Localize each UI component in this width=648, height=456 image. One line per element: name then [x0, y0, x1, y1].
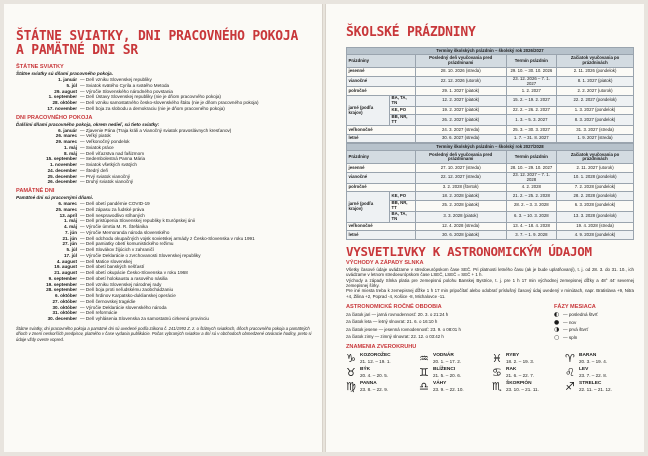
cell-last-day: 28. 10. 2026 (streda) [415, 68, 506, 77]
holiday-name: — Deň obetí banských nešťastí [80, 264, 145, 270]
memorial-days-heading: PAMÄTNÉ DNI [16, 188, 55, 194]
table-row [347, 76, 634, 87]
moon-phase-label: — posledná štvrť [563, 312, 598, 318]
holiday-name: — Veľkonočný pondelok [80, 139, 130, 144]
row-name: polročné [347, 183, 416, 192]
cell-last-day: 29. 1. 2027 (piatok) [415, 87, 506, 96]
zodiac-text [579, 367, 607, 378]
cell-last-day: 30. 6. 2028 (piatok) [415, 231, 506, 240]
table-title: Termíny školských prázdnin – školský rok 2026/2027 [347, 48, 634, 55]
cell-last-day: 24. 3. 2027 (streda) [415, 126, 506, 135]
cell-start: 8. 1. 2027 (piatok) [557, 76, 634, 87]
holiday-date: 30. december [47, 316, 77, 321]
cell-start: 31. 3. 2027 (streda) [557, 126, 634, 135]
holiday-name: — Veľký piatok [80, 133, 111, 139]
row-name: vianočné [347, 76, 416, 87]
zodiac-sign-icon: ♓ [492, 352, 502, 366]
holidays-table-2026 [346, 47, 634, 143]
school-holidays-title: ŠKOLSKÉ PRÁZDNINY [346, 25, 476, 40]
cell-last-day: 19. 2. 2027 (piatok) [415, 106, 506, 115]
cell-start: 6. 3. 2028 (pondelok) [557, 201, 634, 212]
holiday-name: — Sviatok všetkých svätých [80, 162, 137, 167]
astro-title: VYSVETLIVKY K ASTRONOMICKÝM ÚDAJOM [346, 243, 592, 259]
holiday-name: — Deň Slovákov žijúcich v zahraničí [80, 247, 155, 252]
holiday-date: 27. jún [62, 241, 77, 247]
right-page [326, 4, 644, 452]
zodiac-name: PANNA [360, 381, 377, 387]
table-row [347, 134, 634, 143]
zodiac-item [565, 381, 634, 392]
zodiac-text [433, 353, 461, 364]
column-header-term: Termín prázdnin [506, 55, 557, 68]
rest-days-list [16, 128, 312, 186]
holiday-date: 21. august [54, 270, 77, 275]
holiday-date: 21. jún [62, 235, 77, 241]
zodiac-text [506, 381, 539, 392]
footnote: Štátne sviatky, dni pracovného pokoja a pamätné dni sú uvedené podľa zákona č. 241/1993 Z. z. o štátnych sviatkoch, dňoch pracovného pokoja a pamätných dňoch v znení neskorších predpisov, platného v čase vydania publikácie. Počas vybraných sviatkov a dní sú v obchodoch obmedzené otváracie hodiny, preto si údaje vždy overte vopred. [16, 325, 312, 342]
holiday-date: 4. máj [63, 224, 77, 229]
zodiac-dates: 23. 9. – 22. 10. [433, 386, 464, 392]
column-header-term: Termín prázdnin [506, 151, 557, 164]
holiday-date: 8. máj [63, 150, 77, 156]
zodiac-name: STRELEC [579, 381, 602, 387]
holiday-date: 6. január [58, 127, 77, 133]
zodiac-name: BÝK [360, 367, 371, 373]
table-row [347, 126, 634, 135]
seasons-block [346, 301, 544, 341]
zodiac-item [492, 367, 561, 378]
zodiac-name: VÁHY [433, 381, 447, 387]
holiday-date: 19. september [46, 281, 77, 287]
holiday-date: 1. január [58, 77, 77, 82]
moon-phase-label: — nov [563, 319, 577, 325]
table-row [347, 222, 634, 231]
holiday-name: — Deň odchodu okupačných vojsk sovietskej armády z Česko-Slovenska v roku 1991 [80, 235, 255, 241]
table-row [347, 192, 634, 201]
cell-last-day: 30. 6. 2027 (streda) [415, 134, 506, 143]
holiday-date: 25. december [47, 173, 77, 179]
cell-term: 13. 4. – 18. 4. 2028 [506, 222, 557, 231]
seasons-list [346, 311, 544, 340]
row-region: KE, PO [390, 106, 416, 115]
holiday-name: — Deň obetí pandémie COVID-19 [80, 201, 150, 206]
zodiac-item [346, 353, 415, 364]
holiday-name: — Deň víťazstva nad fašizmom [80, 150, 145, 156]
holiday-name: — Deň Matice slovenskej [80, 258, 132, 264]
cell-last-day: 26. 2. 2027 (piatok) [415, 115, 506, 126]
moon-phase-item [554, 311, 634, 319]
zodiac-item [346, 367, 415, 378]
holiday-date: 17. november [47, 105, 77, 111]
holiday-name: — Deň obetí holokaustu a rasového násilia [80, 275, 168, 281]
zodiac-name: VODNÁR [433, 353, 454, 359]
cell-term: 21. 2. – 25. 2. 2028 [506, 192, 557, 201]
table-row [347, 183, 634, 192]
zodiac-dates: 21. 6. – 22. 7. [506, 372, 535, 378]
row-name: vianočné [347, 173, 416, 184]
table-row [347, 164, 634, 173]
holiday-date: 6. október [55, 293, 77, 298]
table-row [347, 68, 634, 77]
holiday-row [16, 106, 312, 112]
holiday-date: 4. august [56, 258, 77, 264]
cell-start: 22. 2. 2027 (pondelok) [557, 96, 634, 107]
cell-term: 3. 7. – 1. 9. 2028 [506, 231, 557, 240]
row-region: BA, TA, TN [390, 211, 416, 222]
row-name: jarné (podľa krajov) [347, 192, 390, 222]
zodiac-dates: 20. 3. – 19. 4. [579, 358, 608, 364]
cell-last-day: 22. 12. 2026 (utorok) [415, 76, 506, 87]
state-holidays-heading: ŠTÁTNE SVIATKY [16, 64, 64, 70]
row-name: jesenné [347, 164, 416, 173]
sun-explanation [346, 267, 634, 299]
holiday-date: 5. júl [66, 247, 77, 252]
row-name: letné [347, 231, 416, 240]
sun-paragraph: Východy a západy Slnka platia pre zemepisnú polohu Banskej Bystrice, t. j. pre 1 h 17 min východnej zemepisnej dĺžky a 48° 44′ severnej zemepisnej šírky. [346, 277, 634, 289]
cell-term: 22. 2. – 26. 2. 2027 [506, 106, 557, 115]
rest-days-heading: DNI PRACOVNÉHO POKOJA [16, 114, 93, 121]
cell-term: 23. 12. 2027 – 7. 1. 2028 [506, 173, 557, 184]
zodiac-sign-icon: ♎ [419, 380, 429, 394]
cell-start: 2. 11. 2027 (utorok) [557, 164, 634, 173]
zodiac-item [492, 353, 561, 364]
holiday-date: 7. jún [65, 229, 77, 235]
zodiac-dates: 22. 11. – 21. 12. [579, 386, 612, 392]
holiday-name: — Sedembolestná Panna Mária [80, 156, 146, 162]
holiday-row [16, 316, 312, 322]
zodiac-sign-icon: ♌ [565, 366, 575, 380]
left-page-content [16, 30, 312, 342]
holiday-name: — Výročie Slovenského národného povstania [80, 88, 173, 94]
cell-term: 6. 3. – 10. 3. 2028 [506, 211, 557, 222]
table-row [347, 231, 634, 240]
zodiac-name: RYBY [506, 353, 520, 359]
cell-last-day: 12. 4. 2028 (streda) [415, 222, 506, 231]
moon-phase-icon: ◐ [554, 311, 560, 319]
holiday-date: 24. december [47, 167, 77, 173]
zodiac-name: KOZOROŽEC [360, 353, 391, 359]
zodiac-name: BARAN [579, 353, 597, 359]
holiday-date: 28. október [52, 100, 77, 105]
moon-phase-icon: ○ [554, 333, 560, 341]
holiday-date: 26. marec [55, 133, 77, 139]
moon-block [554, 301, 634, 341]
holiday-name: — Deň vzniku samostatného česko-slovenského štátu (nie je dňom pracovného pokoja) [80, 100, 259, 105]
zodiac-sign-icon: ♏ [492, 380, 502, 394]
table-row [347, 96, 634, 107]
zodiac-item [419, 353, 488, 364]
holiday-date: 31. október [52, 310, 77, 316]
cell-last-day: 18. 2. 2028 (piatok) [415, 192, 506, 201]
cell-term: 1. 2. 2027 [506, 87, 557, 96]
row-name: polročné [347, 87, 416, 96]
season-item: za čiatok jesene — jesenná rovnodennosť: 23. 9. o 08:01 h [346, 326, 461, 332]
holiday-date: 1. máj [63, 144, 77, 150]
moon-phase-item [554, 334, 634, 342]
cell-last-day: 22. 12. 2027 (streda) [415, 173, 506, 184]
zodiac-sign-icon: ♉ [346, 366, 356, 380]
holiday-name: — Deň vyhlásenia Slovenska za samostatnú cirkevnú provinciu [80, 316, 209, 321]
holiday-date: 17. júl [63, 252, 77, 258]
zodiac-item [346, 381, 415, 392]
row-name: letné [347, 134, 416, 143]
zodiac-grid [346, 353, 634, 392]
season-item: za čiatok jari — jarná rovnodennosť: 20. 3. o 21:24 h [346, 312, 449, 318]
zodiac-sign-icon: ♒ [419, 352, 429, 366]
zodiac-text [360, 353, 391, 364]
cell-term: 1. 3. – 5. 3. 2027 [506, 115, 557, 126]
cell-term: 23. 12. 2026 – 7. 1. 2027 [506, 76, 557, 87]
cell-last-day: 25. 2. 2028 (piatok) [415, 201, 506, 212]
holiday-date: 27. október [52, 298, 77, 304]
row-name: jarné (podľa krajov) [347, 96, 390, 126]
row-region: BB, NR, TT [390, 201, 416, 212]
cell-term: 29. 10. – 30. 10. 2026 [506, 68, 557, 77]
holiday-date: 1. november [49, 162, 77, 167]
zodiac-item [492, 381, 561, 392]
column-header-last-day: Posledný deň vyučovania pred prázdninami [415, 55, 506, 68]
cell-start: 10. 1. 2028 (pondelok) [557, 173, 634, 184]
cell-start: 1. 3. 2027 (pondelok) [557, 106, 634, 115]
zodiac-dates: 21. 12. – 19. 1. [360, 358, 391, 364]
cell-term: 15. 2. – 19. 2. 2027 [506, 96, 557, 107]
holiday-name: — Deň nespravodlivo stíhaných [80, 212, 145, 218]
holiday-name: — Deň boja proti neľudskému zaobchádzaniu [80, 287, 174, 293]
zodiac-dates: 20. 4. – 20. 5. [360, 372, 389, 378]
state-holidays-subheading: Štátne sviatky sú dňami pracovného pokoja. [16, 71, 114, 76]
cell-last-day: 27. 10. 2027 (streda) [415, 164, 506, 173]
moon-phase-item [554, 326, 634, 334]
holiday-name: — Zjavenie Pána (Traja králi a Vianočný sviatok pravoslávnych kresťanov) [80, 127, 232, 133]
holiday-date: 29. august [54, 88, 77, 94]
column-header-region: Prázdniny [347, 55, 416, 68]
holiday-date: 5. júl [66, 82, 77, 88]
row-name: veľkonočné [347, 222, 416, 231]
cell-start: 2. 11. 2026 (pondelok) [557, 68, 634, 77]
holiday-name: — Sviatok svätého Cyrila a svätého Metoda [80, 82, 170, 88]
holiday-name: — Deň hrdinov Karpatsko-duklianskej operácie [80, 293, 176, 298]
zodiac-text [433, 381, 464, 392]
table-row [347, 173, 634, 184]
moon-phase-icon: ● [554, 318, 560, 326]
moon-phase-item [554, 319, 634, 327]
holiday-row [16, 179, 312, 185]
zodiac-dates: 20. 1. – 17. 2. [433, 358, 462, 364]
cell-start: 8. 3. 2027 (pondelok) [557, 115, 634, 126]
column-header-start: Začiatok vyučovania po prázdninách [557, 55, 634, 68]
table-row [347, 201, 634, 212]
zodiac-dates: 18. 2. – 19. 3. [506, 358, 535, 364]
cell-term: 25. 3. – 30. 3. 2027 [506, 126, 557, 135]
zodiac-sign-icon: ♈ [565, 352, 575, 366]
season-item: za čiatok zimy — zimný slnovrat: 22. 12. o 03:42 h [346, 333, 444, 339]
zodiac-sign-icon: ♊ [419, 366, 429, 380]
cell-start: 1. 9. 2027 (streda) [557, 134, 634, 143]
rest-days-subheading: Ďalšími dňami pracovného pokoja, okrem nedieľ, sú tieto sviatky: [16, 121, 160, 127]
holiday-name: — Štedrý deň [80, 167, 109, 173]
holiday-date: 19. august [54, 264, 77, 270]
cell-term: 28. 2. – 3. 3. 2028 [506, 201, 557, 212]
cell-start: 13. 3. 2028 (pondelok) [557, 211, 634, 222]
season-item: za čiatok leta — letný slnovrat: 21. 6. o 16:10 h [346, 319, 438, 325]
holiday-date: 1. máj [63, 218, 77, 224]
holiday-name: — Výročie úmrtia M. R. Štefánika [80, 224, 148, 229]
memorial-days-list [16, 201, 312, 322]
zodiac-dates: 23. 7. – 22. 8. [579, 372, 608, 378]
zodiac-text [579, 381, 612, 392]
table-row [347, 115, 634, 126]
column-header-last-day: Posledný deň vyučovania pred prázdninami [415, 151, 506, 164]
row-name: veľkonočné [347, 126, 416, 135]
cell-term: 28. 10. – 29. 10. 2027 [506, 164, 557, 173]
holiday-name: — Prvý sviatok vianočný [80, 173, 131, 179]
zodiac-sign-icon: ♐ [565, 380, 575, 394]
zodiac-text [506, 367, 534, 378]
cell-start: 2. 2. 2027 (utorok) [557, 87, 634, 96]
holiday-date: 30. október [52, 304, 77, 310]
holiday-name: — Deň obetí okupácie Česko-Slovenska v roku 1968 [80, 270, 188, 275]
zodiac-text [433, 367, 461, 378]
row-region: BA, TA, TN [390, 96, 416, 107]
cell-start: 4. 9. 2028 (pondelok) [557, 231, 634, 240]
holiday-date: 1. september [48, 94, 77, 100]
zodiac-name: LEV [579, 367, 589, 373]
column-header-region: Prázdniny [347, 151, 416, 164]
holiday-name: — Deň pristúpenia Slovenskej republiky k Európskej únii [80, 218, 195, 224]
zodiac-text [506, 353, 534, 364]
zodiac-dates: 21. 5. – 20. 6. [433, 372, 462, 378]
holiday-name: — Deň boja za slobodu a demokraciu (nie je dňom pracovného pokoja) [80, 105, 225, 111]
table-row [347, 211, 634, 222]
seasons-moon-row [346, 301, 634, 341]
zodiac-sign-icon: ♋ [492, 366, 502, 380]
holiday-date: 6. marec [58, 201, 77, 206]
cell-term: 4. 2. 2028 [506, 183, 557, 192]
moon-phases-list [554, 311, 634, 341]
holiday-name: — Výročie Memoranda národa slovenského [80, 229, 170, 235]
table-title: Termíny školských prázdnin – školský rok 2027/2028 [347, 144, 634, 151]
zodiac-dates: 23. 8. – 22. 9. [360, 386, 389, 392]
holiday-name: — Druhý sviatok vianočný [80, 179, 134, 185]
holiday-name: — Deň zápasu za ľudské práva [80, 206, 145, 212]
moon-heading: FÁZY MESIACA [554, 304, 596, 311]
holiday-date: 26. december [47, 179, 77, 185]
holiday-date: 28. september [46, 287, 77, 293]
holiday-name: — Deň Ústavy Slovenskej republiky (nie je dňom pracovného pokoja) [80, 94, 221, 100]
cell-start: 19. 4. 2028 (streda) [557, 222, 634, 231]
zodiac-text [579, 353, 607, 364]
zodiac-sign-icon: ♑ [346, 352, 356, 366]
holiday-name: — Sviatok práce [80, 144, 114, 150]
holiday-date: 15. september [46, 156, 77, 162]
row-name: jesenné [347, 68, 416, 77]
holiday-date: 13. apríl [59, 212, 77, 218]
holiday-name: — Deň reformácie [80, 310, 118, 316]
zodiac-sign-icon: ♍ [346, 380, 356, 394]
state-holidays-list [16, 77, 312, 112]
holiday-name: — Deň pamiatky obetí komunistického režimu [80, 241, 174, 247]
zodiac-name: ŠKORPIÓN [506, 381, 532, 387]
zodiac-item [565, 367, 634, 378]
zodiac-heading: ZNAMENIA ZVEROKRUHU [346, 344, 417, 351]
holiday-date: 9. september [48, 275, 77, 281]
cell-start: 28. 2. 2028 (pondelok) [557, 192, 634, 201]
moon-phase-label: — spln [563, 334, 578, 340]
column-header-start: Začiatok vyučovania po prázdninách [557, 151, 634, 164]
holiday-name: — Výročie Deklarácie slovenského národa [80, 304, 167, 310]
holiday-name: — Deň vzniku Slovenskej republiky [80, 77, 152, 82]
cell-term: 1. 7. – 31. 8. 2027 [506, 134, 557, 143]
holiday-name: — Deň černovskej tragédie [80, 298, 136, 304]
row-region: BB, NR, TT [390, 115, 416, 126]
row-region: KE, PO [390, 192, 416, 201]
table-row [347, 106, 634, 115]
moon-phase-icon: ◑ [554, 326, 560, 334]
page-title: ŠTÁTNE SVIATKY, DNI PRACOVNÉHO POKOJA [16, 29, 299, 44]
cell-start: 7. 2. 2028 (pondelok) [557, 183, 634, 192]
zodiac-item [419, 367, 488, 378]
sun-heading: VÝCHODY A ZÁPADY SLNKA [346, 259, 424, 266]
zodiac-text [360, 367, 388, 378]
cell-last-day: 3. 2. 2028 (štvrtok) [415, 183, 506, 192]
holiday-name: — Deň vzniku Slovenskej národnej rady [80, 281, 162, 287]
zodiac-item [565, 353, 634, 364]
right-page-content [346, 26, 634, 392]
left-page [4, 4, 322, 452]
cell-last-day: 12. 2. 2027 (piatok) [415, 96, 506, 107]
seasons-heading: ASTRONOMICKÉ ROČNÉ OBDOBIA [346, 304, 442, 311]
zodiac-name: BLÍŽENCI [433, 367, 456, 373]
holiday-date: 29. marec [55, 139, 77, 144]
holiday-date: 25. marec [55, 206, 77, 212]
memorial-days-subheading: Pamätné dni sú pracovnými dňami. [16, 195, 94, 200]
zodiac-item [419, 381, 488, 392]
table-row [347, 87, 634, 96]
page-title-line2: A PAMÄTNÉ DNI SR [16, 43, 139, 58]
holidays-table-2027 [346, 143, 634, 239]
moon-phase-label: — prvá štvrť [563, 327, 589, 333]
cell-last-day: 3. 3. 2028 (piatok) [415, 211, 506, 222]
zodiac-dates: 23. 10. – 21. 11. [506, 386, 539, 392]
zodiac-name: RAK [506, 367, 517, 373]
zodiac-text [360, 381, 388, 392]
sun-paragraph: Pre iné miesta treba k zemepisnej dĺžke 1 h 17 min pripočítať alebo odobrať príslušný časový údaj uvedený v minútach, napr. Bratislava +9, Nitra +4, Žilina +2, Poprad -4, Košice -8, Michalovce -11. [346, 288, 634, 299]
sun-paragraph: Všetky časové údaje uvádzame v stredoeurópskom čase SEČ. Pri platnosti letného času (ak je bude uplatňovaný), t. j. od 28. 3. do 31. 10., ich uvádzame v letnom stredoeurópskom čase LSEČ, LSEČ = SEČ + 1 h. [346, 266, 634, 278]
holiday-name: — Výročie Deklarácie o zvrchovanosti Slovenskej republiky [80, 252, 201, 258]
